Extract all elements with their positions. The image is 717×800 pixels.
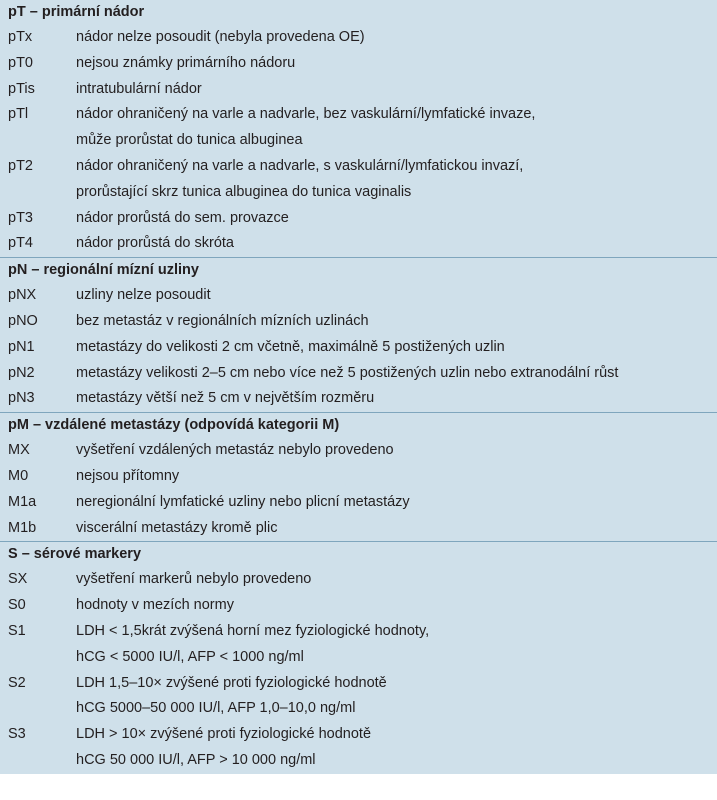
description-line: hodnoty v mezích normy bbox=[76, 597, 234, 614]
section-header: pN – regionální mízní uzliny bbox=[8, 262, 199, 279]
category-description bbox=[76, 361, 717, 387]
category-code: pN3 bbox=[8, 390, 35, 407]
description-line: nádor prorůstá do sem. provazce bbox=[76, 209, 289, 226]
table-row bbox=[0, 231, 717, 257]
table-row bbox=[0, 154, 717, 206]
category-description bbox=[76, 567, 717, 593]
description-line: nádor nelze posoudit (nebyla provedena OE) bbox=[76, 29, 365, 45]
category-code: pTx bbox=[8, 29, 33, 45]
description-line: nejsou známky primárního nádoru bbox=[76, 54, 296, 71]
table-row bbox=[0, 283, 717, 309]
category-code: MX bbox=[8, 442, 30, 459]
table-row bbox=[0, 516, 717, 542]
table-section bbox=[0, 413, 717, 542]
category-code: M1a bbox=[8, 493, 37, 510]
table-row bbox=[0, 593, 717, 619]
table-row bbox=[0, 671, 717, 723]
table-row bbox=[0, 619, 717, 671]
description-line: metastázy velikosti 2–5 cm nebo více než 5 postižených uzlin nebo extranodální růst bbox=[76, 364, 619, 381]
description-line: nejsou přítomny bbox=[76, 467, 180, 484]
table-row bbox=[0, 386, 717, 412]
description-line: prorůstající skrz tunica albuginea do tunica vaginalis bbox=[76, 183, 412, 200]
category-description bbox=[76, 438, 717, 464]
description-line: vyšetření vzdálených metastáz nebylo provedeno bbox=[76, 442, 394, 459]
description-line: metastázy větší než 5 cm v největším rozměru bbox=[76, 390, 375, 407]
table-row bbox=[0, 77, 717, 103]
table-row bbox=[0, 102, 717, 154]
category-code: pN1 bbox=[8, 338, 35, 355]
table-row bbox=[0, 490, 717, 516]
description-line: neregionální lymfatické uzliny nebo plicní metastázy bbox=[76, 493, 410, 510]
category-description bbox=[76, 619, 717, 671]
table-row bbox=[0, 438, 717, 464]
description-line: vyšetření markerů nebylo provedeno bbox=[76, 571, 312, 588]
category-description bbox=[76, 386, 717, 412]
section-header: pT – primární nádor bbox=[8, 4, 145, 20]
category-description bbox=[76, 490, 717, 516]
category-code: pT3 bbox=[8, 209, 33, 226]
table-section bbox=[0, 0, 717, 258]
category-description bbox=[76, 309, 717, 335]
description-line: nádor ohraničený na varle a nadvarle, bez vaskulární/lymfatické invaze, bbox=[76, 106, 536, 123]
table-row bbox=[0, 567, 717, 593]
section-header: S – sérové markery bbox=[8, 546, 142, 563]
category-description bbox=[76, 231, 717, 257]
category-code: pTis bbox=[8, 80, 35, 97]
description-line: nádor ohraničený na varle a nadvarle, s vaskulární/lymfatickou invazí, bbox=[76, 157, 524, 174]
description-line: hCG 50 000 IU/l, AFP > 10 000 ng/ml bbox=[76, 751, 316, 768]
table-row bbox=[0, 361, 717, 387]
category-code: M0 bbox=[8, 467, 29, 484]
description-line: uzliny nelze posoudit bbox=[76, 287, 211, 304]
category-description bbox=[76, 464, 717, 490]
table-section bbox=[0, 258, 717, 413]
section-header: pM – vzdálené metastázy (odpovídá kategorii M) bbox=[8, 417, 340, 434]
category-description bbox=[76, 206, 717, 232]
table-row bbox=[0, 206, 717, 232]
description-line: může prorůstat do tunica albuginea bbox=[76, 132, 303, 149]
category-code: pT2 bbox=[8, 157, 33, 174]
category-description bbox=[76, 51, 717, 77]
category-code: M1b bbox=[8, 519, 37, 536]
category-description bbox=[76, 671, 717, 723]
category-code: pT0 bbox=[8, 54, 33, 71]
table-row bbox=[0, 309, 717, 335]
category-description bbox=[76, 102, 717, 154]
category-code: S0 bbox=[8, 597, 26, 614]
table-row bbox=[0, 25, 717, 51]
category-code: pN2 bbox=[8, 364, 35, 381]
category-description bbox=[76, 516, 717, 542]
category-description bbox=[76, 722, 717, 774]
category-code: S3 bbox=[8, 726, 26, 743]
category-code: pTl bbox=[8, 106, 29, 123]
category-code: pNX bbox=[8, 287, 37, 304]
table-row bbox=[0, 722, 717, 774]
category-description bbox=[76, 25, 717, 51]
category-description bbox=[76, 77, 717, 103]
category-description bbox=[76, 154, 717, 206]
description-line: intratubulární nádor bbox=[76, 80, 202, 97]
category-description bbox=[76, 593, 717, 619]
category-description bbox=[76, 335, 717, 361]
description-line: LDH < 1,5krát zvýšená horní mez fyziologické hodnoty, bbox=[76, 622, 430, 639]
category-code: SX bbox=[8, 571, 28, 588]
description-line: LDH 1,5–10× zvýšené proti fyziologické hodnotě bbox=[76, 674, 387, 691]
description-line: viscerální metastázy kromě plic bbox=[76, 519, 278, 536]
description-line: bez metastáz v regionálních mízních uzlinách bbox=[76, 312, 369, 329]
description-line: hCG 5000–50 000 IU/l, AFP 1,0–10,0 ng/ml bbox=[76, 700, 356, 717]
table-row bbox=[0, 51, 717, 77]
table-section bbox=[0, 542, 717, 773]
category-code: pT4 bbox=[8, 235, 33, 252]
table-row bbox=[0, 464, 717, 490]
category-description bbox=[76, 283, 717, 309]
description-line: nádor prorůstá do skróta bbox=[76, 235, 234, 252]
description-line: hCG < 5000 IU/l, AFP < 1000 ng/ml bbox=[76, 648, 304, 665]
description-line: LDH > 10× zvýšené proti fyziologické hodnotě bbox=[76, 726, 372, 743]
category-code: S1 bbox=[8, 622, 26, 639]
category-code: pNO bbox=[8, 312, 38, 329]
table-row bbox=[0, 335, 717, 361]
description-line: metastázy do velikosti 2 cm včetně, maximálně 5 postižených uzlin bbox=[76, 338, 505, 355]
category-code: S2 bbox=[8, 674, 26, 691]
